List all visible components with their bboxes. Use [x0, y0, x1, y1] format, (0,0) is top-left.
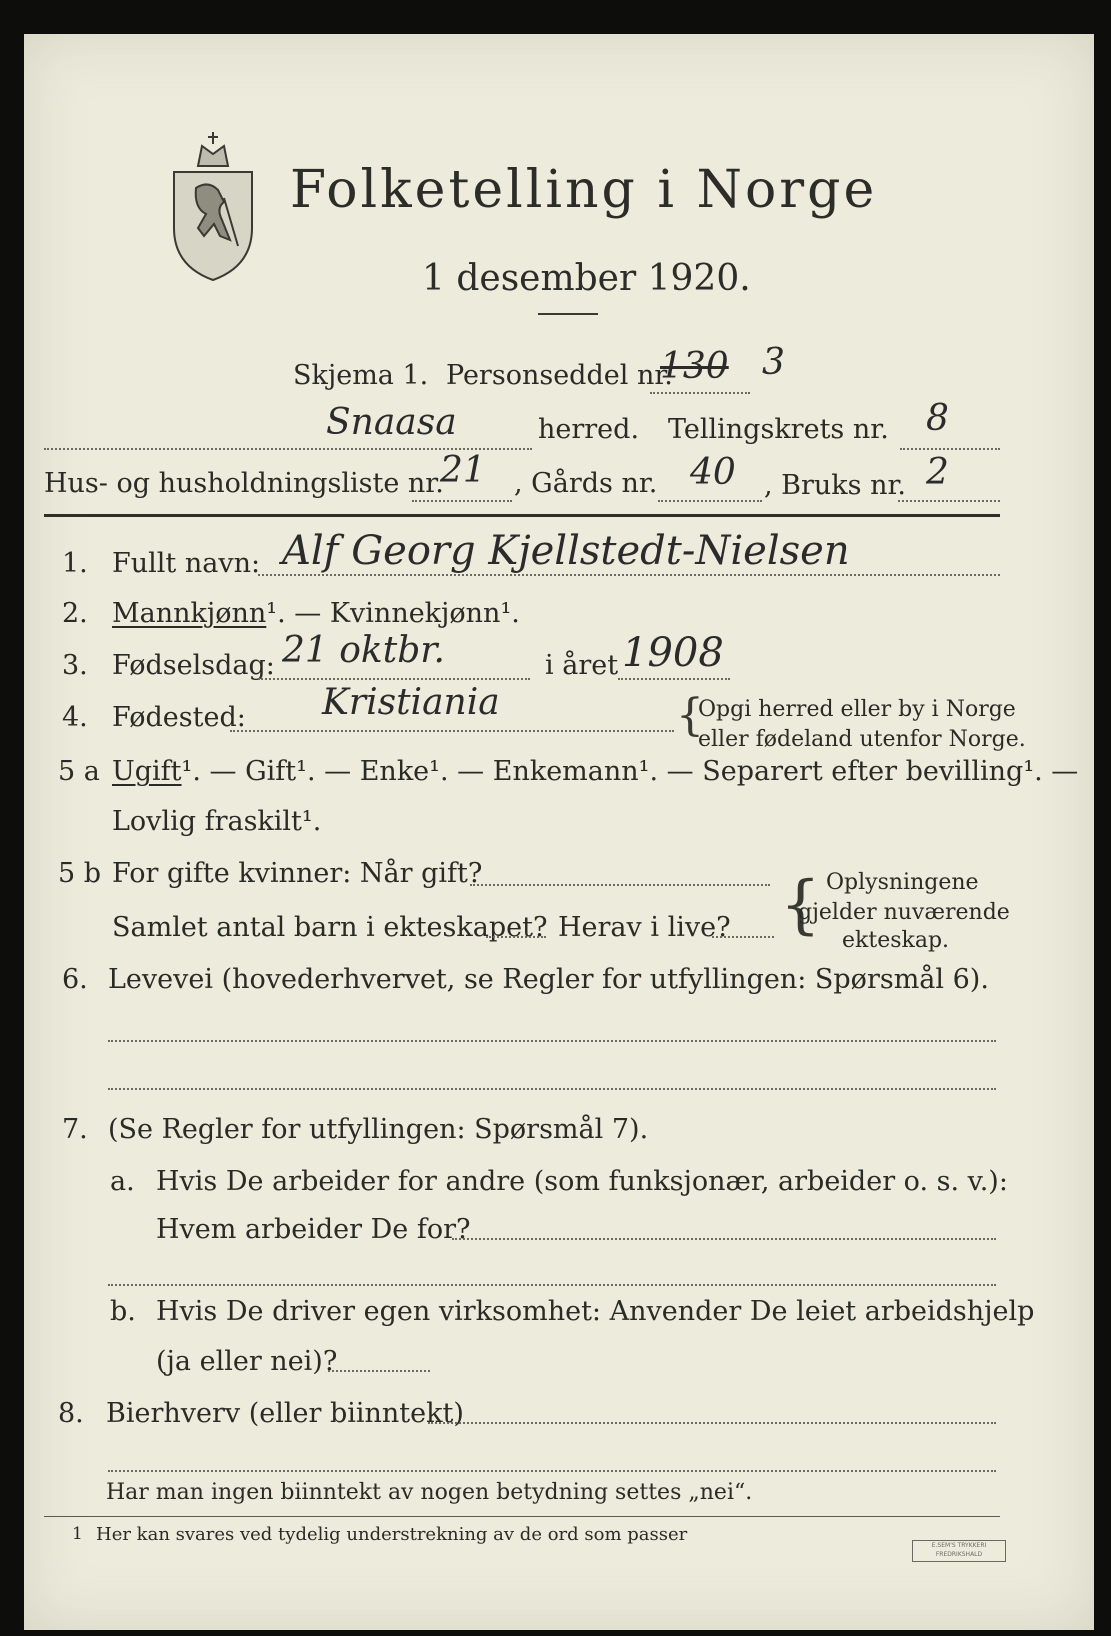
occupation-field-1[interactable]: [108, 1040, 996, 1042]
form-title: Folketelling i Norge: [290, 160, 878, 220]
children-alive-field[interactable]: [712, 936, 774, 938]
q4-note-line2: eller fødeland utenfor Norge.: [698, 727, 1026, 752]
personseddel-struck-value: 130: [660, 346, 729, 387]
children-count-field[interactable]: [486, 936, 546, 938]
q7a-line2: Hvem arbeider De for?: [156, 1214, 471, 1245]
header-divider: [44, 514, 1000, 517]
q2-number: 2.: [62, 598, 88, 629]
birthdate-field[interactable]: [258, 678, 530, 680]
q4-brace: {: [676, 690, 704, 741]
q4-note-line1: Opgi herred eller by i Norge: [698, 697, 1016, 722]
bruks-label: , Bruks nr.: [764, 470, 907, 501]
q7a-letter: a.: [110, 1166, 135, 1197]
q5b-children-label: Samlet antal barn i ekteskapet?: [112, 912, 548, 943]
bruks-value: 2: [926, 452, 949, 493]
full-name-field[interactable]: [258, 574, 1000, 576]
hus-field[interactable]: [412, 500, 512, 502]
q7-number: 7.: [62, 1114, 88, 1145]
q7b-label: Hvis De driver egen virksomhet: Anvender De leiet arbeidshjelp: [156, 1296, 1035, 1327]
gards-value: 40: [690, 452, 736, 493]
q5a-marital-line: [112, 756, 1078, 787]
q5a-line2: Lovlig fraskilt¹.: [112, 806, 322, 837]
q5b-note-line2: gjelder nuværende: [798, 900, 1010, 925]
q4-number: 4.: [62, 702, 88, 733]
q7b-letter: b.: [110, 1296, 136, 1327]
q5b-note-line1: Oplysningene: [826, 870, 979, 895]
employer-field-1[interactable]: [452, 1238, 996, 1240]
q1-number: 1.: [62, 548, 88, 579]
gards-label: , Gårds nr.: [514, 468, 658, 499]
q7b-line2: (ja eller nei)?: [156, 1346, 338, 1377]
hired-help-field[interactable]: [328, 1370, 430, 1372]
q8-number: 8.: [58, 1398, 84, 1429]
side-income-field-1[interactable]: [428, 1422, 996, 1424]
mannkjonn-option[interactable]: Mannkjønn: [112, 598, 267, 629]
footnote-divider: [44, 1516, 1000, 1517]
q5b-label: For gifte kvinner: Når gift?: [112, 858, 483, 889]
footnote-marker: 1: [72, 1524, 83, 1544]
hus-label: Hus- og husholdningsliste nr.: [44, 468, 444, 499]
printer-stamp: E.SEM'S TRYKKERI FREDRIKSHALD: [912, 1540, 1006, 1562]
hus-value: 21: [440, 450, 486, 491]
q2-sex-line: [112, 598, 520, 629]
q2-rest: ¹. — Kvinnekjønn¹.: [266, 598, 520, 629]
birthdate-value: 21 oktbr.: [282, 630, 445, 671]
q3-label: Fødselsdag:: [112, 650, 275, 681]
title-divider: [538, 313, 598, 315]
tellingskrets-value: 8: [926, 398, 949, 439]
herred-label: herred.: [538, 414, 640, 445]
q7a-label: Hvis De arbeider for andre (som funksjonær, arbeider o. s. v.):: [156, 1166, 1008, 1197]
tellingskrets-label: Tellingskrets nr.: [668, 414, 889, 445]
q5b-number: 5 b: [58, 858, 102, 889]
birthplace-field[interactable]: [230, 730, 674, 732]
gards-field[interactable]: [658, 500, 762, 502]
employer-field-2[interactable]: [108, 1284, 996, 1286]
skjema-label: Skjema 1.: [293, 360, 429, 391]
q4-label: Fødested:: [112, 702, 246, 733]
nei-instruction: Har man ingen biinntekt av nogen betydning settes „nei“.: [106, 1480, 753, 1505]
occupation-field-2[interactable]: [108, 1088, 996, 1090]
birthplace-value: Kristiania: [322, 682, 500, 723]
q1-label: Fullt navn:: [112, 548, 261, 579]
tellingskrets-field[interactable]: [900, 448, 1000, 450]
q6-label: Levevei (hovederhvervet, se Regler for utfyllingen: Spørsmål 6).: [108, 964, 989, 995]
side-income-field-2[interactable]: [108, 1470, 996, 1472]
q3-year-label: i året: [545, 650, 619, 681]
bruks-field[interactable]: [898, 500, 1000, 502]
q5b-herav-label: Herav i live?: [558, 912, 731, 943]
birthyear-value: 1908: [622, 630, 724, 676]
q3-number: 3.: [62, 650, 88, 681]
personseddel-label: Personseddel nr.: [446, 360, 673, 391]
q5a-number: 5 a: [58, 756, 100, 787]
ugift-option[interactable]: Ugift: [112, 756, 182, 787]
q5a-rest: ¹. — Gift¹. — Enke¹. — Enkemann¹. — Separert efter bevilling¹. —: [181, 756, 1079, 787]
q7-label: (Se Regler for utfyllingen: Spørsmål 7).: [108, 1114, 649, 1145]
birthyear-field[interactable]: [618, 678, 730, 680]
personseddel-value: 3: [762, 342, 785, 383]
personseddel-field[interactable]: [650, 392, 750, 394]
form-subtitle: 1 desember 1920.: [422, 258, 751, 299]
herred-value: Snaasa: [326, 402, 457, 443]
married-date-field[interactable]: [470, 884, 770, 886]
q5b-note-line3: ekteskap.: [842, 928, 950, 953]
norway-coat-of-arms-icon: [168, 128, 258, 283]
q5b-brace: {: [780, 868, 821, 942]
full-name-value: Alf Georg Kjellstedt-Nielsen: [282, 528, 850, 574]
footnote-text: Her kan svares ved tydelig understrekning av de ord som passer: [96, 1524, 688, 1545]
q8-label: Bierhverv (eller biinntekt): [106, 1398, 464, 1429]
q6-number: 6.: [62, 964, 88, 995]
